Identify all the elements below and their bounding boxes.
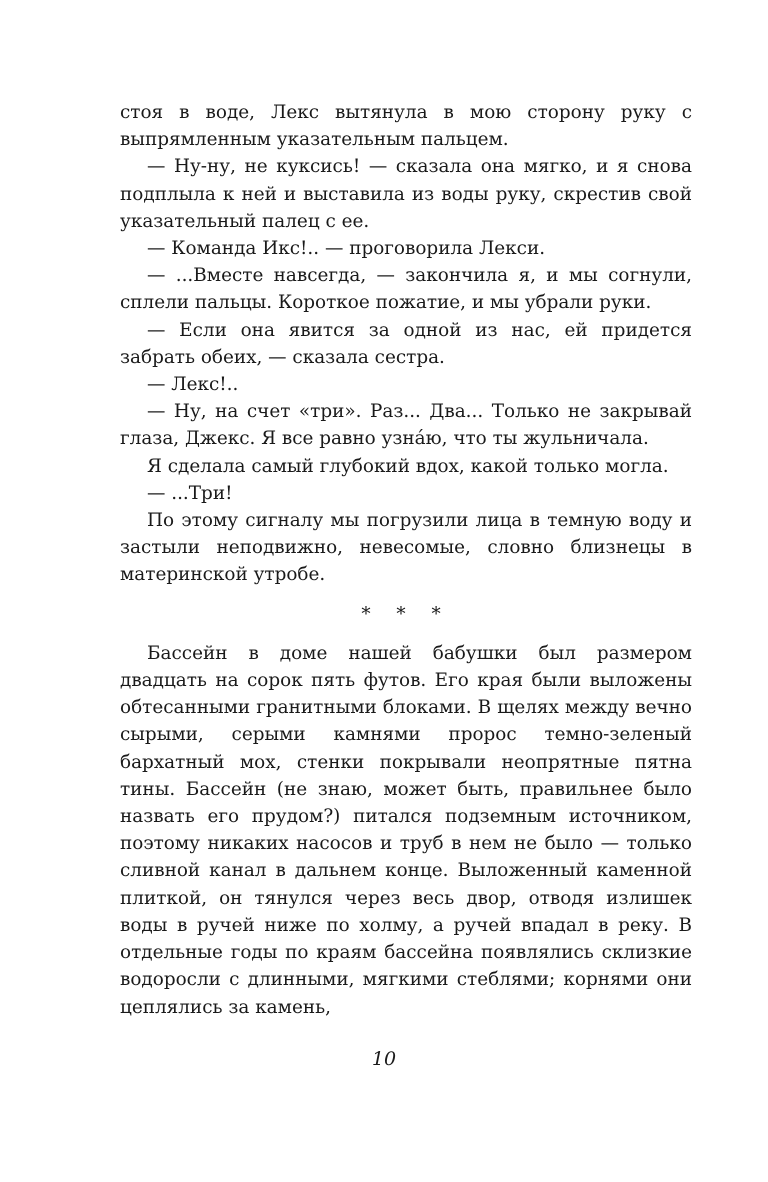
paragraph: — Команда Икс!.. — проговорила Лекси. (147, 238, 546, 260)
page-number: 10 (371, 1048, 397, 1070)
paragraph: — Ну, на счет «три». Раз... Два... Только не закрывай глаза, Джекс. Я все равно узна́ю, что ты жульничала. (120, 401, 692, 450)
body-text (120, 99, 692, 1021)
paragraph: Я сделала самый глубокий вдох, какой только могла. (147, 455, 669, 477)
paragraph: — ...Три! (147, 482, 233, 504)
section-separator: * * * (361, 603, 451, 625)
paragraph: — Лекс!.. (147, 374, 239, 396)
paragraph: — Если она явится за одной из нас, ей придется забрать обеих, — сказала сестра. (120, 319, 692, 368)
paragraph: — Ну-ну, не куксись! — сказала она мягко, и я снова подплыла к ней и выставила из воды руку, скрестив свой указательный палец с ее. (120, 156, 692, 232)
paragraph: — ...Вместе навсегда, — закончила я, и мы согнули, сплели пальцы. Короткое пожатие, и мы убрали руки. (120, 265, 692, 314)
paragraph: По этому сигналу мы погрузили лица в темную воду и застыли неподвижно, невесомые, словно близнецы в материнской утробе. (120, 510, 692, 586)
paragraph: Бассейн в доме нашей бабушки был размером двадцать на сорок пять футов. Его края были выложены обтесанными гранитными блоками. В щелях между вечно сырыми, серыми камнями пророс темно-зеленый бархатный мох, стенки покрывали неопрятные пятна тины. Бассейн (не знаю, может быть, правильнее было назвать его прудом?) питался подземным источником, поэтому никаких насосов и труб в нем не было — только сливной канал в дальнем конце. Выложенный каменной плиткой, он тянулся через весь двор, отводя излишек воды в ручей ниже по холму, а ручей впадал в реку. В отдельные годы по краям бассейна появлялись склизкие водоросли с длинными, мягкими стеблями; корнями они цеплялись за камень, (120, 642, 692, 1018)
paragraph: стоя в воде, Лекс вытянула в мою сторону руку с выпрямленным указательным пальцем. (120, 102, 692, 151)
